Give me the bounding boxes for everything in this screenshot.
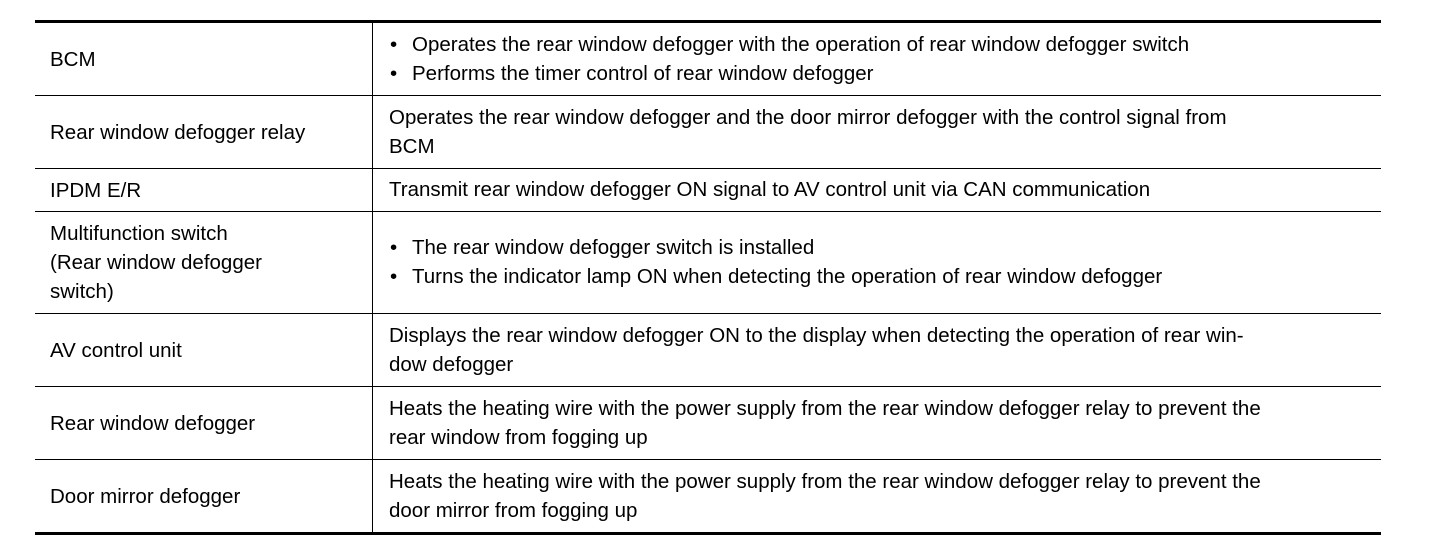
- description-cell: [373, 212, 1381, 313]
- bullet-icon: •: [390, 32, 398, 56]
- description-text: Displays the rear window defogger ON to the display when detecting the operation of rear win-: [389, 323, 1244, 347]
- component-name: switch): [50, 280, 114, 303]
- table-row: [35, 459, 1381, 532]
- component-name-cell: [35, 23, 373, 95]
- list-item: [389, 233, 1371, 262]
- component-name: Multifunction switch: [50, 222, 228, 245]
- component-name: Rear window defogger relay: [50, 120, 306, 144]
- description-text: Performs the timer control of rear window defogger: [412, 61, 874, 85]
- description-text: Operates the rear window defogger with the operation of rear window defogger switch: [412, 32, 1190, 56]
- component-name: Door mirror defogger: [50, 484, 241, 508]
- description-text: The rear window defogger switch is installed: [412, 236, 815, 259]
- description-bullet-list: [389, 233, 1371, 291]
- description-cell: [373, 96, 1381, 168]
- table-row: [35, 211, 1381, 313]
- description-text: Turns the indicator lamp ON when detecting the operation of rear window defogger: [412, 265, 1163, 288]
- description-text: Operates the rear window defogger and the door mirror defogger with the control signal from: [389, 105, 1227, 129]
- component-name-cell: [35, 96, 373, 168]
- description-cell: [373, 169, 1381, 211]
- description-text: Transmit rear window defogger ON signal to AV control unit via CAN communication: [389, 178, 1151, 201]
- component-name: IPDM E/R: [50, 178, 142, 202]
- list-item: [389, 59, 1371, 88]
- description-text: Heats the heating wire with the power supply from the rear window defogger relay to prevent the: [389, 396, 1261, 420]
- description-text: rear window from fogging up: [389, 425, 648, 449]
- description-cell: [373, 460, 1381, 532]
- list-item: [389, 262, 1371, 291]
- description-text: dow defogger: [389, 352, 514, 376]
- table-row: [35, 313, 1381, 386]
- list-item: [389, 30, 1371, 59]
- component-name: Rear window defogger: [50, 411, 256, 435]
- component-name-cell: [35, 460, 373, 532]
- component-description-table: [35, 20, 1381, 535]
- component-name: BCM: [50, 47, 96, 71]
- component-name: AV control unit: [50, 338, 182, 362]
- component-name-cell: [35, 212, 373, 313]
- description-cell: [373, 23, 1381, 95]
- description-bullet-list: [389, 30, 1371, 88]
- component-name-cell: [35, 314, 373, 386]
- description-text: BCM: [389, 134, 435, 158]
- component-name-cell: [35, 169, 373, 211]
- bullet-icon: •: [390, 265, 398, 288]
- description-text: Heats the heating wire with the power supply from the rear window defogger relay to prevent the: [389, 469, 1261, 493]
- table-row: [35, 168, 1381, 211]
- table-row: [35, 95, 1381, 168]
- bullet-icon: •: [390, 236, 398, 259]
- description-cell: [373, 387, 1381, 459]
- component-name-cell: [35, 387, 373, 459]
- description-text: door mirror from fogging up: [389, 498, 638, 522]
- table-row: [35, 23, 1381, 95]
- description-cell: [373, 314, 1381, 386]
- bullet-icon: •: [390, 61, 398, 85]
- table-row: [35, 386, 1381, 459]
- component-name: (Rear window defogger: [50, 251, 262, 274]
